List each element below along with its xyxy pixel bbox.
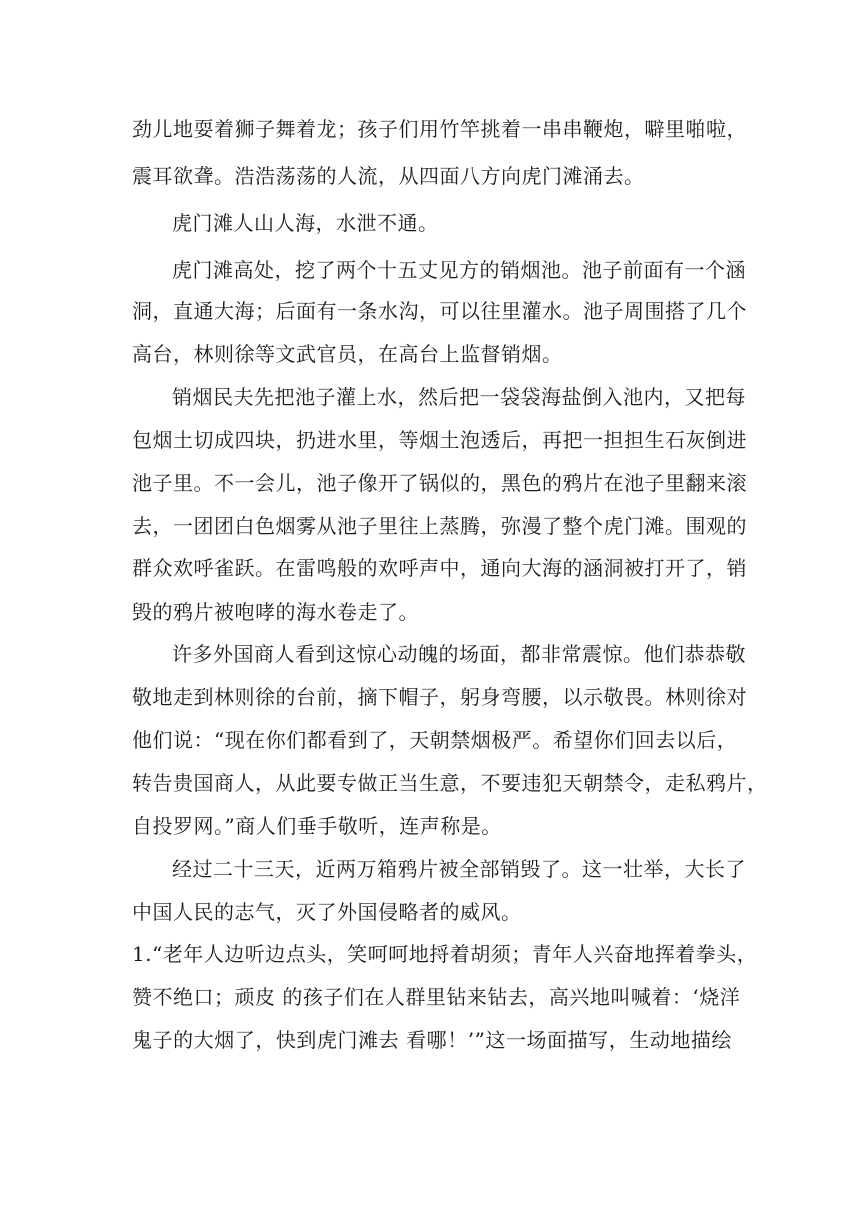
text-line: 劲儿地耍着狮子舞着龙；孩子们用竹竿挑着一串串鞭炮，噼里啪啦， (132, 117, 747, 141)
text-line: 高台，林则徐等文武官员，在高台上监督销烟。 (132, 342, 563, 366)
text-line: 许多外国商人看到这惊心动魄的场面，都非常震惊。他们恭恭敬 (172, 642, 746, 666)
text-line: 包烟土切成四块，扔进水里，等烟土泡透后，再把一担担生石灰倒进 (132, 428, 747, 452)
text-line: 自投罗网。”商人们垂手敬听，连声称是。 (132, 814, 502, 838)
text-line: 中国人民的志气，灭了外国侵略者的威风。 (132, 900, 522, 924)
text-line: 转告贵国商人，从此要专做正当生意，不要违犯天朝禁令，走私鸦片， (132, 771, 768, 795)
text-line: 他们说：“现在你们都看到了，天朝禁烟极严。希望你们回去以后， (132, 728, 738, 752)
text-line: 经过二十三天，近两万箱鸦片被全部销毁了。这一壮举，大长了 (172, 857, 746, 881)
text-line: 销烟民夫先把池子灌上水，然后把一袋袋海盐倒入池内，又把每 (172, 385, 746, 409)
text-line: 群众欢呼雀跃。在雷鸣般的欢呼声中，通向大海的涵洞被打开了，销 (132, 556, 747, 580)
text-line: 毁的鸦片被咆哮的海水卷走了。 (132, 600, 419, 624)
question-line: 1.“老年人边听边点头，笑呵呵地捋着胡须；青年人兴奋地挥着拳头， (132, 942, 758, 966)
text-line: 震耳欲聋。浩浩荡荡的人流，从四面八方向虎门滩涌去。 (132, 164, 645, 188)
text-line: 虎门滩高处，挖了两个十五丈见方的销烟池。池子前面有一个涵 (172, 258, 746, 282)
text-line: 虎门滩人山人海，水泄不通。 (172, 211, 439, 235)
text-line: 敬地走到林则徐的台前，摘下帽子，躬身弯腰，以示敬畏。林则徐对 (132, 685, 747, 709)
question-line: 赞不绝口；顽皮 的孩子们在人群里钻来钻去，高兴地叫喊着：‘烧洋 (132, 985, 741, 1009)
text-line: 去，一团团白色烟雾从池子里往上蒸腾，弥漫了整个虎门滩。围观的 (132, 514, 747, 538)
text-line: 池子里。不一会儿，池子像开了锅似的，黑色的鸦片在池子里翻来滚 (132, 471, 747, 495)
text-line: 洞，直通大海；后面有一条水沟，可以往里灌水。池子周围搭了几个 (132, 299, 747, 323)
question-line: 鬼子的大烟了，快到虎门滩去 看哪！’”这一场面描写，生动地描绘 (132, 1028, 732, 1052)
